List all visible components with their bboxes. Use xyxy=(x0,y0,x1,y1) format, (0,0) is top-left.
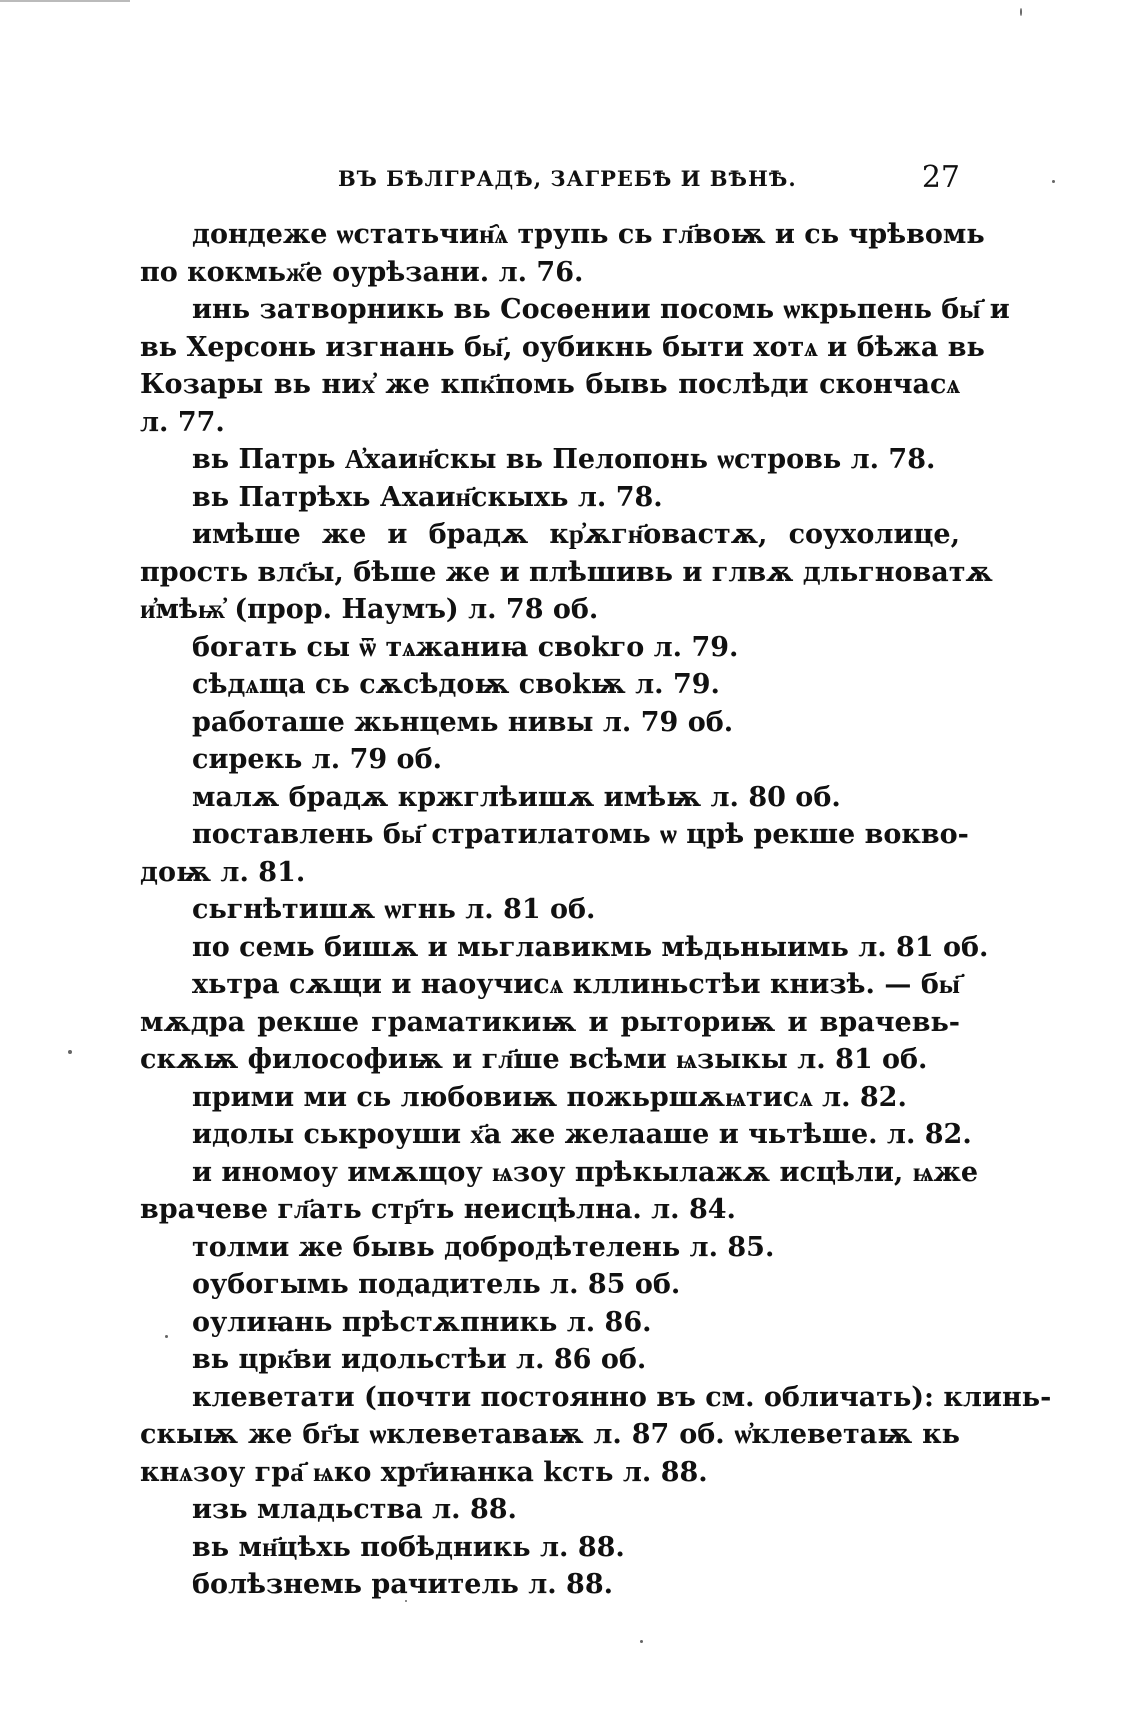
text-line: прость влс҃ы, бѣше же и плѣшивь и глвѫ дльгноватѫ xyxy=(140,556,993,588)
text-line: инь затворникь вь Сосѳении посомь ѡкрьпень бы҃ и xyxy=(192,294,1010,325)
text-line: хьтра сѫщи и наоучисѧ кллиньстѣи книзѣ. — бы҃ xyxy=(192,969,960,1000)
speck xyxy=(1052,180,1055,183)
text-line: и иномоу имѫщоу ѩзоу прѣкылажѫ исцѣли, ѩже xyxy=(192,1156,979,1188)
text-line: сьгнѣтишѫ ѡгнь л. 81 об. xyxy=(192,894,596,925)
text-line: по кокмьж҃е оурѣзани. л. 76. xyxy=(140,256,584,288)
text-line: идолы ськроуши х҃а же желааше и чьтѣше. л. 82. xyxy=(192,1119,972,1150)
text-line: вь Патрь А҆хаин҃скы вь Пелопонь ѡстровь л. 78. xyxy=(192,444,936,475)
text-line: л. 77. xyxy=(140,406,225,438)
text-line: скыѭ же бг҃ы ѡклеветаваѭ л. 87 об. ѡ҆клеветаѭ кь xyxy=(140,1419,960,1450)
text-line: вь Херсонь изгнань бы҃, оубикнь быти хотѧ и бѣжа вь xyxy=(140,331,985,363)
running-head: ВЪ БѢЛГРАДѢ, ЗАГРЕБѢ И ВѢНѢ. xyxy=(338,166,797,191)
speck xyxy=(405,1600,407,1602)
text-line: изь младьства л. 88. xyxy=(192,1494,517,1525)
speck xyxy=(68,1050,72,1054)
page-header xyxy=(140,160,960,200)
text-body xyxy=(140,216,1052,1604)
text-line: болѣзнемь рачитель л. 88. xyxy=(192,1569,614,1600)
scan-edge-mark xyxy=(0,0,130,2)
text-line: и҆мѣѭ҆ (прор. Наумъ) л. 78 об. xyxy=(140,594,599,625)
text-line: мѫдра рекше граматикиѭ и рыториѭ и врачевь- xyxy=(140,1006,960,1038)
text-line: доѭ л. 81. xyxy=(140,856,306,888)
text-line: оулиꙗнь прѣстѫпникь л. 86. xyxy=(192,1306,652,1338)
text-line: прими ми сь любовиѭ пожьршѫѩтисѧ л. 82. xyxy=(192,1081,907,1113)
text-line: поставлень бы҃ стратилатомь ѡ црѣ рекше вокво- xyxy=(192,819,969,850)
text-line: вь црк҃ви идольстѣи л. 86 об. xyxy=(192,1344,647,1375)
text-line: малѫ брадѫ кржглѣишѫ имѣѭ л. 80 об. xyxy=(192,781,841,813)
text-line: дондеже ѡстатьчин҄ѧ трупь сь гл҃воѭ и сь чрѣвомь xyxy=(192,219,985,250)
text-line: кнѧзоу гра҃ ѩко хрт҃иꙗнка kсть л. 88. xyxy=(140,1456,708,1488)
speck xyxy=(165,1335,168,1338)
page-number: 27 xyxy=(921,160,960,195)
text-line: сирекь л. 79 об. xyxy=(192,744,442,775)
text-line: по семь бишѫ и мьглавикмь мѣдьныимь л. 81 об. xyxy=(192,931,989,963)
text-line: скѫѭ философиѭ и гл҃ше всѣми ѩзыкы л. 81 об. xyxy=(140,1044,928,1075)
text-line: имѣше же и брадѫ кр҆ѫгн҃овастѫ, соухолице, xyxy=(192,519,960,550)
speck xyxy=(640,1640,643,1643)
text-line: толми же бывь добродѣтелень л. 85. xyxy=(192,1231,775,1263)
text-line: врачеве гл҃ать стр҃ть неисцѣлна. л. 84. xyxy=(140,1194,736,1225)
speck xyxy=(1020,8,1022,16)
text-line: вь Патрѣхь Ахаин҃скыхь л. 78. xyxy=(192,481,663,513)
text-line: богать сы ѿ тѧжаниꙗ своkго л. 79. xyxy=(192,631,739,663)
text-line: оубогымь подадитель л. 85 об. xyxy=(192,1269,681,1300)
text-line: Козары вь них҆ же кпк҃помь бывь послѣди скончасѧ xyxy=(140,369,960,400)
text-line: сѣдѧща сь сѫсѣдоѭ своkѭ л. 79. xyxy=(192,669,720,700)
text-line: работаше жьнцемь нивы л. 79 об. xyxy=(192,706,734,738)
text-line: клеветати (почти постоянно въ см. обличать): клинь- xyxy=(192,1381,1052,1413)
text-line: вь мн҃цѣхь побѣдникь л. 88. xyxy=(192,1531,625,1563)
